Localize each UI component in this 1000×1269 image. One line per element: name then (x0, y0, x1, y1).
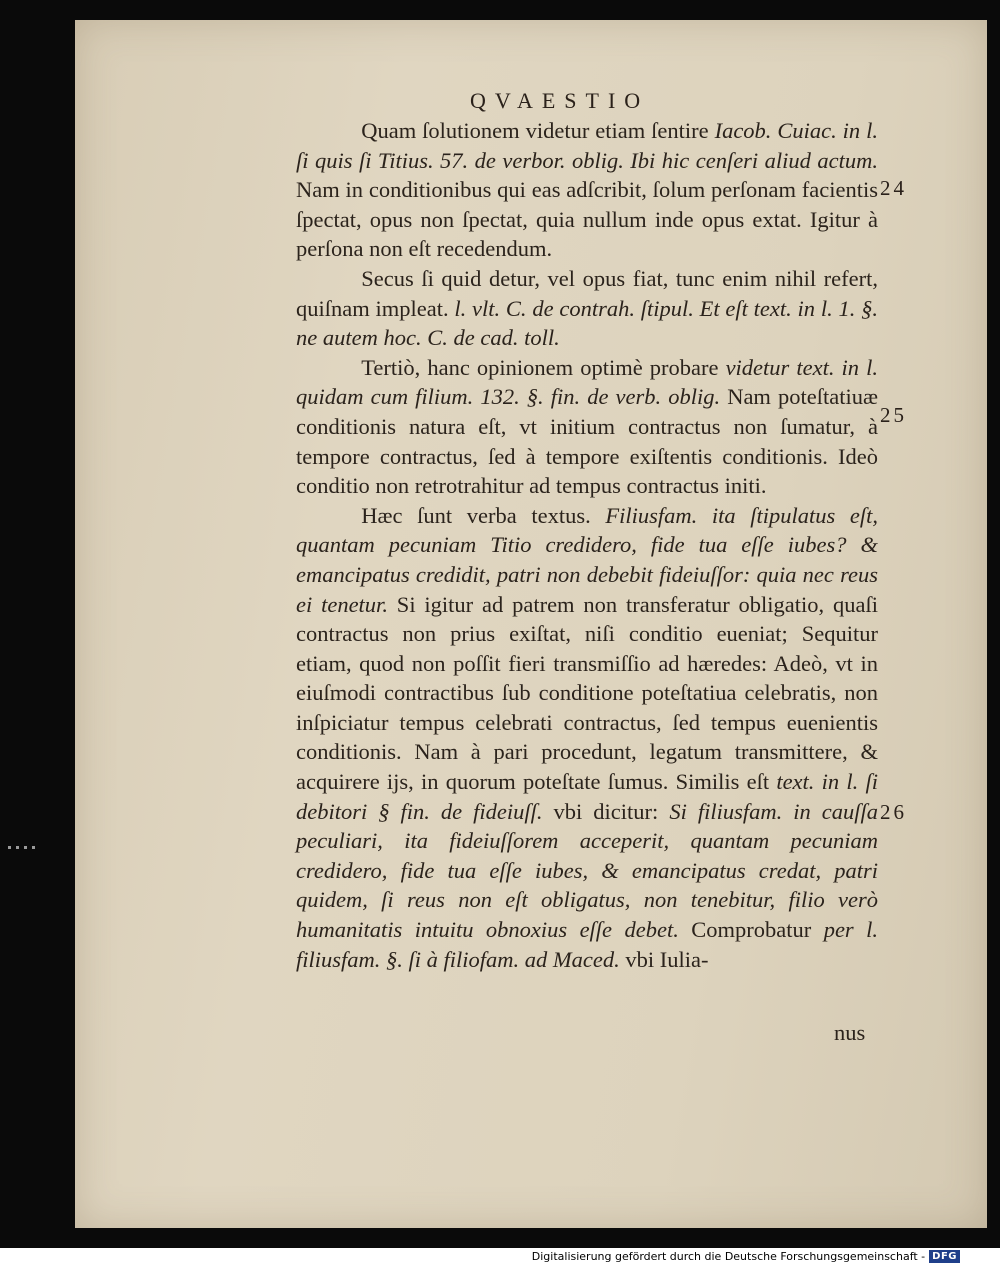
paragraph-4 (296, 501, 878, 975)
paragraph-1 (296, 116, 878, 264)
catchword: nus (834, 1020, 866, 1045)
dfg-logo: DFG (929, 1250, 960, 1263)
text-run: vbi dicitur: (542, 798, 670, 824)
paragraph-3 (296, 353, 878, 501)
body-text (296, 116, 878, 974)
text-run: Hæc ſunt verba textus. (361, 502, 606, 528)
text-run: vbi Iulia- (619, 946, 709, 972)
citation-italic: videtur text. in l. quidam cum filium. 132. §. fin. de verb. oblig. (296, 354, 878, 410)
margin-number-26: 26 (880, 800, 907, 824)
text-run: Comprobatur (678, 917, 824, 943)
text-run: Nam in conditionibus qui eas adſcribit, ſolum perſonam facientis ſpectat, opus non ſpectat, quia nullum inde opus extat. Igitur à perſona non eſt recedendum. (296, 177, 878, 262)
paragraph-2 (296, 264, 878, 353)
citation-italic: Filiusfam. ita ſtipulatus eſt, quantam pecuniam Titio credidero, fide tua eſſe iubes? & emancipatus credidit, patri non debebit fideiuſſor: quia nec reus ei tenetur. (296, 502, 878, 617)
citation-italic: Si filiusfam. in cauſſa peculiari, ita fideiuſſorem acceperit, quantam pecuniam credidero, fide tua eſſe iubes, & emancipatus credat, patri quidem, ſi reus non eſt obligatus, non tenebitur, filio verò humanitatis intuitu obnoxius eſſe debet. (296, 798, 878, 943)
citation-italic: text. in l. ſi debitori § fin. de fideiuſſ. (296, 769, 878, 824)
citation-italic: Iacob. Cuiac. in l. ſi quis ſi Titius. 57. de verbor. oblig. Ibi hic cenſeri aliud actum. (296, 118, 878, 173)
text-run: Nam poteſtatiuæ conditionis natura eſt, vt initium contractus non ſumatur, à tempore contractus, ſed à tempore exiſtentis conditionis. Ideò conditio non retrotrahitur ad tempus contractus initi. (296, 384, 878, 499)
text-run: Tertiò, hanc opinionem optimè probare (361, 354, 726, 380)
margin-number-24: 24 (880, 176, 907, 200)
edge-marks (8, 836, 58, 840)
text-run: Secus ſi quid detur, vel opus fiat, tunc enim nihil refert, quiſnam impleat. (296, 265, 878, 321)
citation-italic: l. vlt. C. de contrah. ſtipul. Et eſt text. in l. 1. §. ne autem hoc. C. de cad. toll. (296, 295, 878, 351)
running-head: QVAESTIO (470, 88, 650, 113)
text-run: Quam ſolutionem videtur etiam ſentire (361, 118, 715, 143)
citation-italic: per l. filiusfam. §. ſi à filiofam. ad Maced. (296, 917, 878, 972)
funding-text: Digitalisierung gefördert durch die Deutsche Forschungsgemeinschaft - (531, 1250, 926, 1263)
margin-number-25: 25 (880, 403, 907, 427)
text-run: Si igitur ad patrem non transferatur obligatio, quaſi contractus non prius exiſtat, niſi conditio eueniat; Sequitur etiam, quod non poſſit fieri transmiſſio ad hæredes: Adeò, vt in eiuſmodi contractibus ſub conditione poteſtatiua celebratis, non inſpiciatur tempus celebrati contractus, ſed tempus euenientis conditionis. Nam à pari procedunt, legatum transmittere, & acquirere ijs, in quorum poteſtate ſumus. Similis eſt (296, 591, 878, 795)
footer-credit (532, 1250, 960, 1263)
